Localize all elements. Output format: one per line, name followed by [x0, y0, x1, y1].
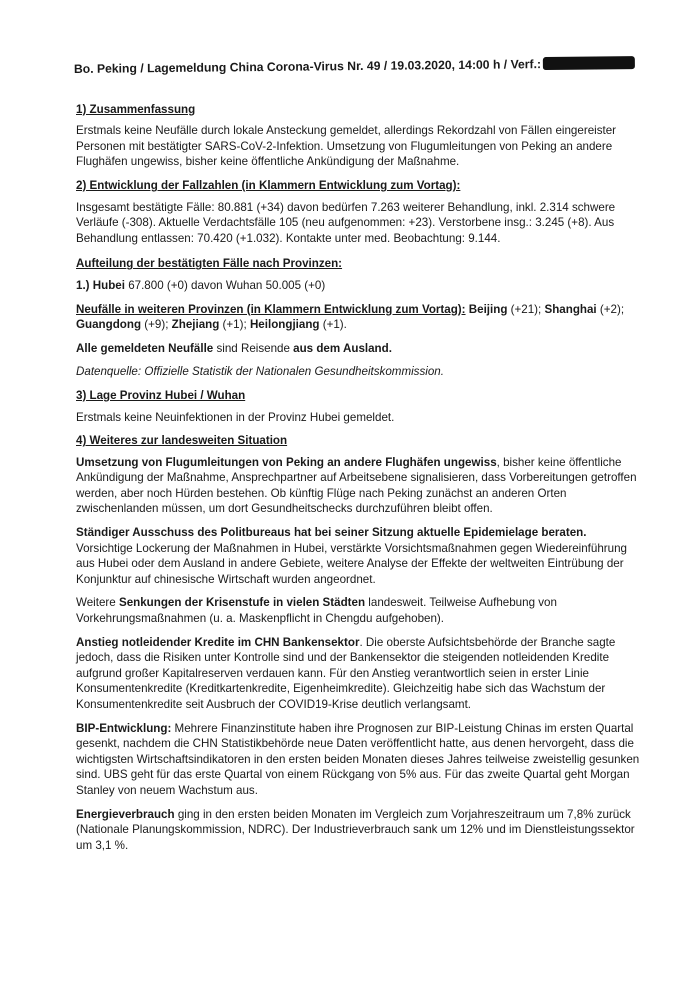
abroad-end: aus dem Ausland.: [293, 341, 392, 355]
province-beijing: Beijing: [465, 302, 508, 316]
section-1-text: Erstmals keine Neufälle durch lokale Ansteckung gemeldet, allerdings Rekordzahl von Fällen eingereister Personen mit bestätigter SARS-CoV-2-Infektion. Umsetzung von Flugumleitungen von Peking an andere Flughäfen ungewiss, bisher keine öffentliche Ankündigung der Maßnahme.: [76, 124, 617, 169]
value-shanghai: (+2);: [596, 302, 625, 316]
header-title: Bo. Peking / Lagemeldung China Corona-Virus Nr. 49 / 19.03.2020, 14:00 h / Verf.:: [73, 57, 542, 77]
politburo-paragraph: [76, 525, 642, 587]
section-4-heading: 4) Weiteres zur landesweiten Situation: [76, 434, 288, 448]
province-shanghai: Shanghai: [544, 302, 597, 316]
data-source: Datenquelle: Offizielle Statistik der Nationalen Gesundheitskommission.: [76, 365, 444, 379]
bad-loans-paragraph: [76, 635, 642, 713]
redaction-bar: [543, 56, 635, 70]
provinces-heading: Aufteilung der bestätigten Fälle nach Provinzen:: [76, 257, 343, 271]
section-3-heading: 3) Lage Provinz Hubei / Wuhan: [76, 388, 246, 402]
province-heilongjiang: Heilongjiang: [249, 318, 320, 332]
flight-diversion-lead: Umsetzung von Flugumleitungen von Peking an andere Flughäfen ungewiss: [76, 455, 497, 469]
value-zhejiang: (+1);: [219, 318, 250, 332]
section-2-text: Insgesamt bestätigte Fälle: 80.881 (+34) davon bedürfen 7.263 weiterer Behandlung, inkl. 2.314 schwere Verläufe (-308). Aktuelle Verdachtsfälle 105 (neu aufgenommen: +23). Verstorbene insg.: 3.245 (+8). Aus Behandlung entlassen: 70.420 (+1.032). Kontakte unter med. Beobachtung: 9.144.: [76, 200, 616, 245]
hubei-label: 1.) Hubei: [76, 278, 125, 292]
crisis-level-paragraph: [76, 595, 642, 626]
province-guangdong: Guangdong: [76, 318, 142, 332]
politburo-text: Vorsichtige Lockerung der Maßnahmen in Hubei, verstärkte Vorsichtsmaßnahmen gegen Wiedereinführung aus Hubei oder dem Ausland in andere Gebiete, weitere Analyse der Effekte der weltweiten Eintrübung der Konjunktur auf chinesische Wirtschaft wurden angeordnet.: [76, 541, 627, 586]
gdp-text: Mehrere Finanzinstitute haben ihre Prognosen zur BIP-Leistung Chinas im ersten Quartal gesenkt, nachdem die CHN Statistikbehörde neue Daten veröffentlicht hatte, aus denen hervorgeht, dass die wichtigsten Wirtschaftsindikatoren in den ersten beiden Monaten dieses Jahres teilweise zweistellig gesunken sind. UBS geht für das erste Quartal von einem Rückgang von 5% aus. Für das zweite Quartal geht Morgan Stanley von neuem Wachstum aus.: [76, 721, 640, 797]
new-cases-paragraph: [76, 302, 642, 333]
energy-lead: Energieverbrauch: [76, 807, 175, 821]
energy-paragraph: [76, 807, 642, 854]
document-header: [74, 56, 642, 78]
bad-loans-lead: Anstieg notleidender Kredite im CHN Bankensektor: [76, 635, 360, 649]
hubei-text: 67.800 (+0) davon Wuhan 50.005 (+0): [124, 278, 326, 292]
section-3-text: Erstmals keine Neuinfektionen in der Provinz Hubei gemeldet.: [76, 410, 395, 424]
flight-diversion-paragraph: [76, 455, 642, 517]
value-beijing: (+21);: [507, 302, 545, 316]
crisis-level-pre: Weitere: [76, 596, 119, 610]
hubei-line: [76, 278, 642, 294]
abroad-mid: sind Reisende: [213, 341, 294, 355]
gdp-lead: BIP-Entwicklung:: [76, 721, 172, 735]
crisis-level-text: landesweit. Teilweise Aufhebung von Vorkehrungsmaßnahmen (u. a. Maskenpflicht in Chengdu aufgehoben).: [76, 596, 557, 626]
crisis-level-lead: Senkungen der Krisenstufe in vielen Städten: [118, 596, 366, 610]
gdp-paragraph: [76, 721, 642, 799]
politburo-lead: Ständiger Ausschuss des Politbureaus hat bei seiner Sitzung aktuelle Epidemielage beraten.: [76, 526, 587, 540]
value-heilongjiang: (+1).: [319, 318, 347, 332]
section-2-heading: 2) Entwicklung der Fallzahlen (in Klammern Entwicklung zum Vortag):: [76, 178, 461, 192]
section-1-heading: 1) Zusammenfassung: [76, 102, 196, 116]
bad-loans-text: . Die oberste Aufsichtsbehörde der Branche sagte jedoch, dass die Risiken unter Kontrolle sind und der Bankensektor die steigenden notleidenden Kredite aufgrund großer Kapitalreserven verdauen kann. Für den Anstieg verantwortlich seien in erster Linie Konsumentenkredite (Kreditkartenkredite, Eigenheimkredite). Gleichzeitig habe sich das Wachstum der Konsumentenkredite seit Ausbruch der COVID19-Krise deutlich verlangsamt.: [76, 635, 616, 711]
new-cases-heading: Neufälle in weiteren Provinzen (in Klammern Entwicklung zum Vortag):: [76, 302, 466, 316]
abroad-paragraph: [76, 341, 642, 357]
abroad-lead: Alle gemeldeten Neufälle: [76, 341, 214, 355]
energy-text: ging in den ersten beiden Monaten im Vergleich zum Vorjahreszeitraum um 7,8% zurück (Nationale Planungskommission, NDRC). Der Industrieverbrauch sank um 12% und im Dienstleistungssektor um 3,1 %.: [76, 807, 635, 852]
value-guangdong: (+9);: [141, 318, 172, 332]
province-zhejiang: Zhejiang: [171, 318, 220, 332]
flight-diversion-text: , bisher keine öffentliche Ankündigung der Maßnahme, Ansprechpartner auf Arbeitsebene signalisieren, dass Vorbereitungen getroffen werden, aber noch Hürden bestehen. Ob künftig Flüge nach Peking zunächst an anderen Orten zwischenlanden müssen, um dort Gesundheitschecks durchzuführen bleibt offen.: [76, 455, 637, 516]
